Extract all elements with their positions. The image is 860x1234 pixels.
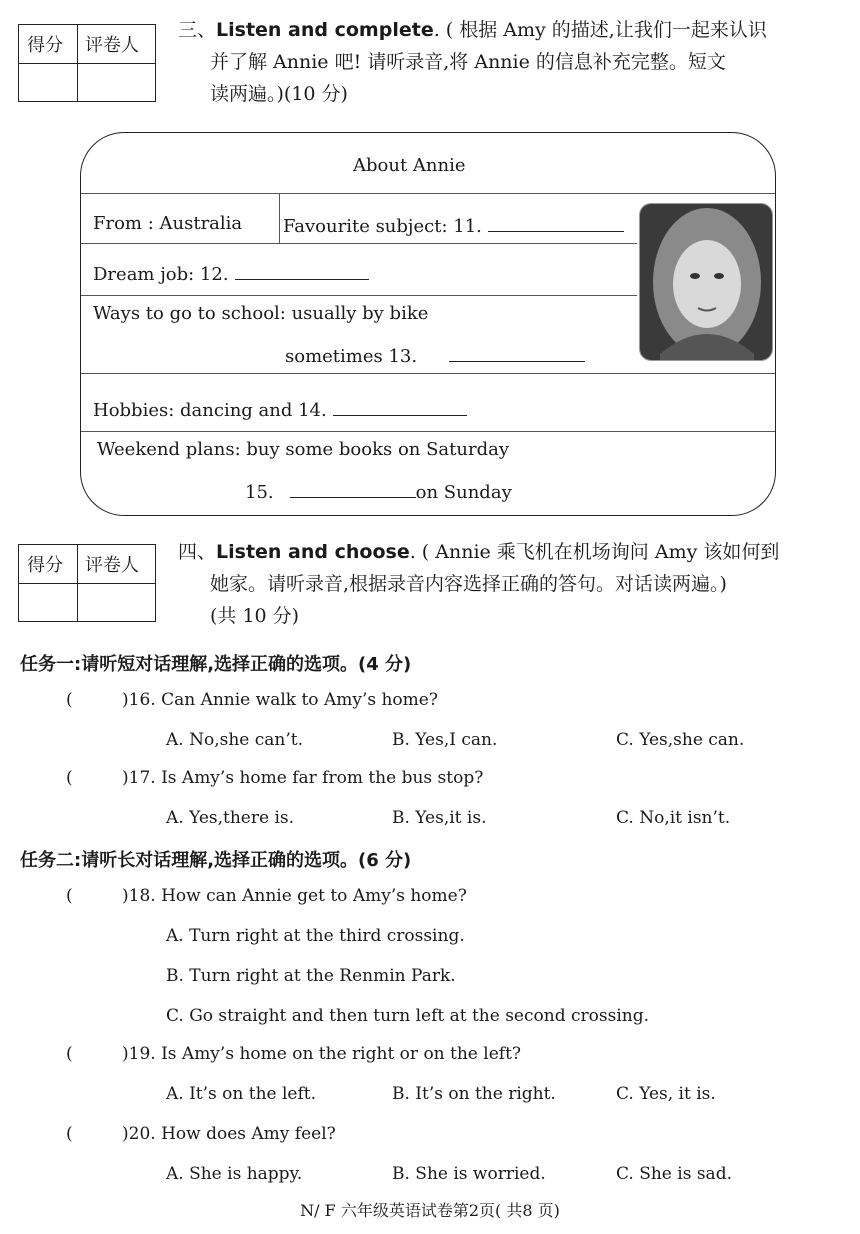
section4-heading: 四、Listen and choose. ( Annie 乘飞机在机场询问 Amy 该如何到 她家。请听录音,根据录音内容选择正确的答句。对话读两遍。) (共 10 分) [178, 541, 780, 627]
question-stem: )17. Is Amy’s home far from the bus stop? [122, 768, 484, 788]
about-annie-card [80, 132, 776, 516]
task2-heading: 任务二:请听长对话理解,选择正确的选项。(6 分) [20, 850, 412, 871]
reviewer-label: 评卷人 [85, 555, 139, 576]
score-box-section3 [18, 24, 156, 102]
option-b: B. It’s on the right. [392, 1084, 556, 1104]
option-c: C. She is sad. [616, 1164, 732, 1184]
question-stem: )19. Is Amy’s home on the right or on the left? [122, 1044, 522, 1064]
option-c: C. Yes, it is. [616, 1084, 716, 1104]
option-a: A. No,she can’t. [166, 730, 303, 750]
score-label: 得分 [27, 555, 63, 576]
option-c: C. No,it isn’t. [616, 808, 731, 828]
option-c: C. Yes,she can. [616, 730, 745, 750]
option-a: A. It’s on the left. [166, 1084, 317, 1104]
task1-heading: 任务一:请听短对话理解,选择正确的选项。(4 分) [20, 654, 412, 675]
option-a: A. She is happy. [166, 1164, 303, 1184]
option-b: B. Yes,it is. [392, 808, 487, 828]
card-title: About Annie [353, 155, 466, 176]
answer-paren[interactable]: ( [66, 1044, 73, 1064]
answer-paren[interactable]: ( [66, 1124, 73, 1144]
question-stem: )16. Can Annie walk to Amy’s home? [122, 690, 438, 710]
section3-heading: 三、Listen and complete. ( 根据 Amy 的描述,让我们一起来认识 并了解 Annie 吧! 请听录音,将 Annie 的信息补充完整。短文 读两遍。)(10 分) [178, 19, 767, 105]
sometimes-field: sometimes 13. [285, 343, 585, 367]
question-stem: )18. How can Annie get to Amy’s home? [122, 886, 467, 906]
option-a: A. Turn right at the third crossing. [166, 926, 465, 946]
option-a: A. Yes,there is. [166, 808, 295, 828]
answer-paren[interactable]: ( [66, 690, 73, 710]
hobbies-field: Hobbies: dancing and 14. [93, 397, 467, 421]
reviewer-label: 评卷人 [85, 35, 139, 56]
subject-field: Favourite subject: 11. [283, 213, 624, 237]
q15-field: 15. on Sunday [245, 479, 512, 503]
answer-paren[interactable]: ( [66, 886, 73, 906]
weekend-field: Weekend plans: buy some books on Saturday [97, 439, 510, 460]
page-footer: N/ F 六年级英语试卷第2页( 共8 页) [300, 1201, 560, 1220]
dream-job-field: Dream job: 12. [93, 261, 369, 285]
option-c: C. Go straight and then turn left at the second crossing. [166, 1006, 649, 1026]
question-stem: )20. How does Amy feel? [122, 1124, 336, 1144]
option-b: B. Turn right at the Renmin Park. [166, 966, 456, 986]
annie-photo [639, 203, 773, 361]
ways-field: Ways to go to school: usually by bike [93, 303, 429, 324]
option-b: B. Yes,I can. [392, 730, 498, 750]
score-box-section4 [18, 544, 156, 622]
from-field: From : Australia [93, 213, 243, 234]
option-b: B. She is worried. [392, 1164, 546, 1184]
score-label: 得分 [27, 35, 63, 56]
answer-paren[interactable]: ( [66, 768, 73, 788]
